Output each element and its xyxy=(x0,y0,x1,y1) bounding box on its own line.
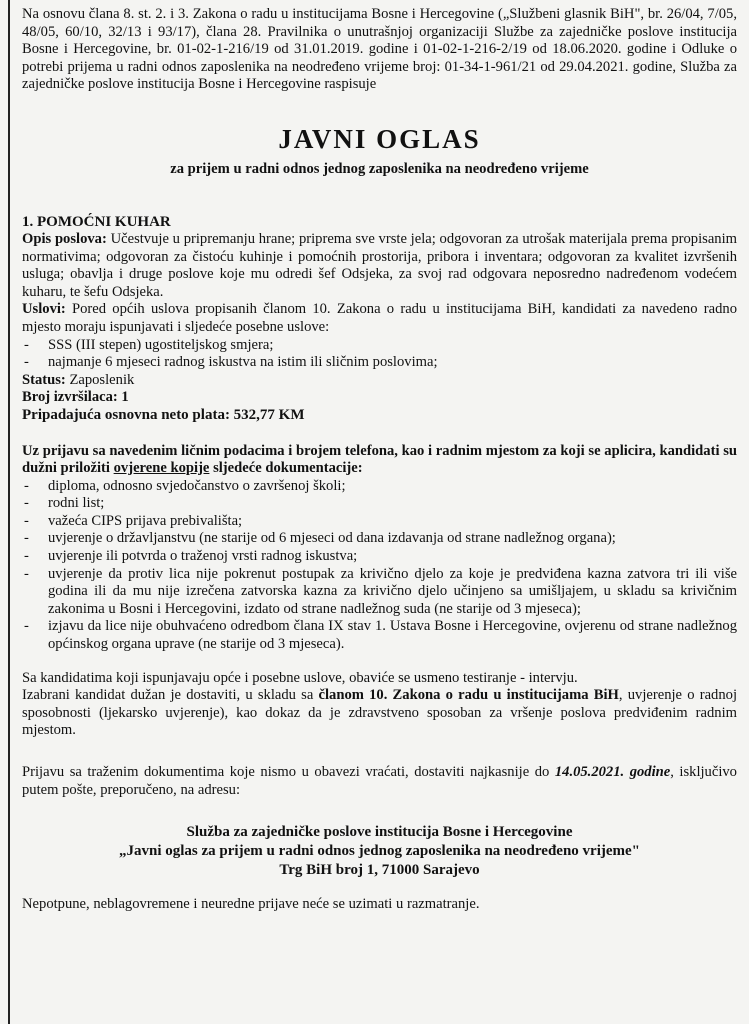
documents-intro-b: sljedeće dokumentacije: xyxy=(209,460,363,477)
selected-law-reference: članom 10. Zakona o radu u institucijama BiH xyxy=(318,687,619,704)
executors-count: Broj izvršilaca: 1 xyxy=(22,389,129,406)
conditions-list xyxy=(22,337,737,372)
mailing-address xyxy=(22,823,737,880)
job-description xyxy=(22,231,737,301)
list-item: - uvjerenje ili potvrda o traženoj vrsti radnog iskustva; xyxy=(22,548,737,566)
status-line xyxy=(22,372,737,390)
submission-text-a: Prijavu sa traženim dokumentima koje nismo u obavezi vraćati, dostaviti najkasnije do xyxy=(22,764,555,780)
list-item: - SSS (III stepen) ugostiteljskog smjera; xyxy=(22,337,737,355)
list-item: - uvjerenje da protiv lica nije pokrenut postupak za krivično djelo za koje je predviđena kazna zatvora tri ili više godina ili da mu nije izrečena zatvorska kazna za krivično djelo učinjeno sa umišljajem, u skladu sa krivičnim zakonima u Bosni i Hercegovini, izdato od strane nadležnog suda (ne starije od 3 mjeseca); xyxy=(22,566,737,619)
list-item: - uvjerenje o državljanstvu (ne starije od 6 mjeseci od dana izdavanja od strane nadležnog organa); xyxy=(22,530,737,548)
list-item: - diploma, odnosno svjedočanstvo o završenoj školi; xyxy=(22,478,737,496)
conditions-label: Uslovi: xyxy=(22,301,66,318)
submission-text-b: , isključivo putem pošte, preporučeno, na adresu: xyxy=(22,764,737,798)
list-item: - izjavu da lice nije obuhvaćeno odredbom člana IX stav 1. Ustava Bosne i Hercegovine, ovjerenu od strane nadležnog općinskog organa uprave (ne starije od 3 mjeseca). xyxy=(22,618,737,653)
intro-paragraph: Na osnovu člana 8. st. 2. i 3. Zakona o radu u institucijama Bosne i Hercegovine („Službeni glasnik BiH", br. 26/04, 7/05, 48/05, 60/10, 32/13 i 93/17), člana 28. Pravilnika o unutrašnjoj organizaciji Službe za zajedničke poslove institucija Bosne i Hercegovine, br. 01-02-1-216/19 od 31.01.2019. godine i 01-02-1-216-2/19 od 18.06.2020. godine i Odluke o potrebi prijema u radni odnos zaposlenika na neodređeno vrijeme broj: 01-34-1-961/21 od 29.04.2021. godine, Služba za zajedničke poslove institucija Bosne i Hercegovine raspisuje xyxy=(22,6,737,93)
status-value: Zaposlenik xyxy=(65,371,135,388)
document-subtitle: za prijem u radni odnos jednog zaposlenika na neodređeno vrijeme xyxy=(170,160,589,177)
documents-intro xyxy=(22,443,737,478)
selected-text-c: , uvjerenje o radnoj sposobnosti (ljekarsko uvjerenje), kao dokaz da je zdravstveno sposoban za vršenje poslova predviđenim radnim mjestom. xyxy=(22,687,737,739)
position-heading: 1. POMOĆNI KUHAR xyxy=(22,213,171,230)
left-border-line xyxy=(8,0,10,1024)
address-line-3: Trg BiH broj 1, 71000 Sarajevo xyxy=(279,862,480,879)
footer-note: Nepotpune, neblagovremene i neuredne prijave neće se uzimati u razmatranje. xyxy=(22,896,480,913)
job-description-label: Opis poslova: xyxy=(22,230,107,247)
conditions xyxy=(22,301,737,336)
document-title: JAVNI OGLAS xyxy=(278,123,481,154)
documents-intro-a: Uz prijavu sa navedenim ličnim podacima i brojem telefona, kao i radnim mjestom za koji se aplicira, kandidati su dužni priložiti xyxy=(22,442,737,477)
conditions-text: Pored općih uslova propisanih članom 10. Zakona o radu u institucijama BiH, kandidati za navedeno radno mjesto moraju ispunjavati i sljedeće posebne uslove: xyxy=(22,301,737,335)
certified-copies-underlined: ovjerene kopije xyxy=(113,460,210,477)
status-label: Status: xyxy=(22,371,66,388)
address-line-2: „Javni oglas za prijem u radni odnos jednog zaposlenika na neodređeno vrijeme" xyxy=(119,843,640,860)
documents-list xyxy=(22,478,737,654)
selected-text-a: Izabrani kandidat dužan je dostaviti, u skladu sa xyxy=(22,687,319,704)
selected-candidate-paragraph xyxy=(22,687,737,740)
list-item: - važeća CIPS prijava prebivališta; xyxy=(22,513,737,531)
submission-paragraph xyxy=(22,764,737,799)
list-item: - rodni list; xyxy=(22,495,737,513)
submission-deadline: 14.05.2021. godine xyxy=(554,764,671,780)
job-description-text: Učestvuje u pripremanju hrane; priprema sve vrste jela; odgovoran za utrošak materijala prema propisanim normativima; odgovoran za čistoću kuhinje i pomoćnih prostorija, pribora i inventara; odgovoran za kvalitet izvršenih usluga; obavlja i druge poslove koje mu odredi šef Odsjeka, za svoj rad odgovara neposredno nadređenom vodećem kuharu, te šefu Odsjeka. xyxy=(22,230,737,300)
net-salary: Pripadajuća osnovna neto plata: 532,77 KM xyxy=(22,406,305,423)
list-item: - najmanje 6 mjeseci radnog iskustva na istim ili sličnim poslovima; xyxy=(22,354,737,372)
testing-paragraph: Sa kandidatima koji ispunjavaju opće i posebne uslove, obaviće se usmeno testiranje - intervju. xyxy=(22,669,578,686)
address-line-1: Služba za zajedničke poslove institucija Bosne i Hercegovine xyxy=(186,824,573,841)
